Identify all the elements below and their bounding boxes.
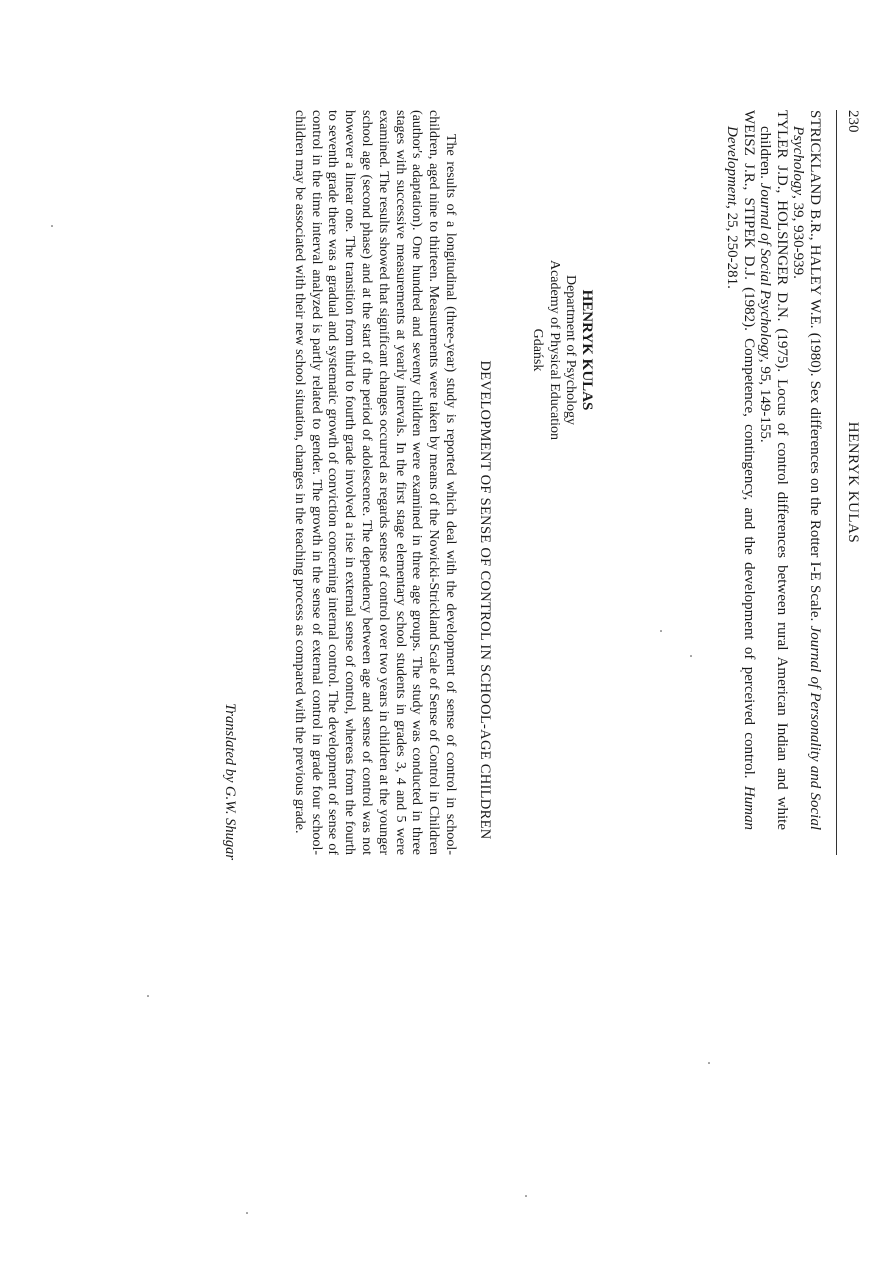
reference-list: [724, 110, 823, 830]
reference-item: STRICKLAND B.R., HALEY W.E. (1980). Sex differences on the Rotter I-E Scale. Journal of Personality and Social Psychology, 39, 930-939.: [790, 110, 823, 831]
translator-credit: Translated by G.W. Shugar: [222, 703, 238, 860]
scan-speck: [690, 655, 692, 657]
author-name: HENRYK KULAS: [579, 289, 595, 411]
scan-speck: [246, 1212, 248, 1214]
article-title: DEVELOPMENT OF SENSE OF CONTROL IN SCHOOL-AGE CHILDREN: [477, 360, 493, 840]
scan-speck: [708, 1062, 710, 1064]
scan-speck: [660, 630, 662, 632]
page-header: [836, 110, 861, 855]
scan-speck: [51, 225, 53, 227]
author-institution: Academy of Physical Education: [547, 259, 562, 440]
reference-item: TYLER J.D., HOLSINGER D.N. (1975). Locus of control differences between rural American Indian and white children. Journal of Social Psychology, 95, 149-155.: [757, 110, 790, 830]
running-head: HENRYK KULAS: [845, 421, 861, 544]
scan-speck: [147, 995, 149, 997]
page-number: 230: [845, 110, 861, 133]
scan-speck: [740, 670, 742, 672]
scan-speck: [525, 1195, 527, 1197]
author-affiliation: [529, 235, 595, 465]
abstract-paragraph: The results of a longitudinal (three-year) study is reported which deal with the development of sense of control in school-children, aged nine to thirteen. Measurements were taken by means of the Nowicki-Strickland Scale of Sense of Control in Children (author's adaptation). One hundred and seventy children were examined in three age groups. The study was conducted in three stages with successive measurements at yearly intervals. In the first stage elementary school students in grades 3, 4 and 5 were examined. The results showed that significant changes occurred as regards sense of control over two years in children at the younger school age (second phase) and at the start of the period of adolescence. The dependency between age and sense of control was not however a linear one. The transition from third to fourth grade involved a rise in external sense of control, whereas from the fourth to seventh grade there was a gradual and systematic growth of conviction concerning internal control. The development of sense of control in the time interval analyzed is partly related to gender. The growth in the sense of external control in grade four school-children may be associated with their new school situation, changes in the teaching process as compared with the previous grade.: [291, 110, 458, 855]
reference-item: WEISZ J.R., STIPEK D.J. (1982). Competence, contingency, and the development of perceived control. Human Development, 25, 250-281.: [724, 110, 757, 831]
author-city: Gdańsk: [530, 328, 546, 372]
author-department: Department of Psychology: [563, 274, 579, 426]
